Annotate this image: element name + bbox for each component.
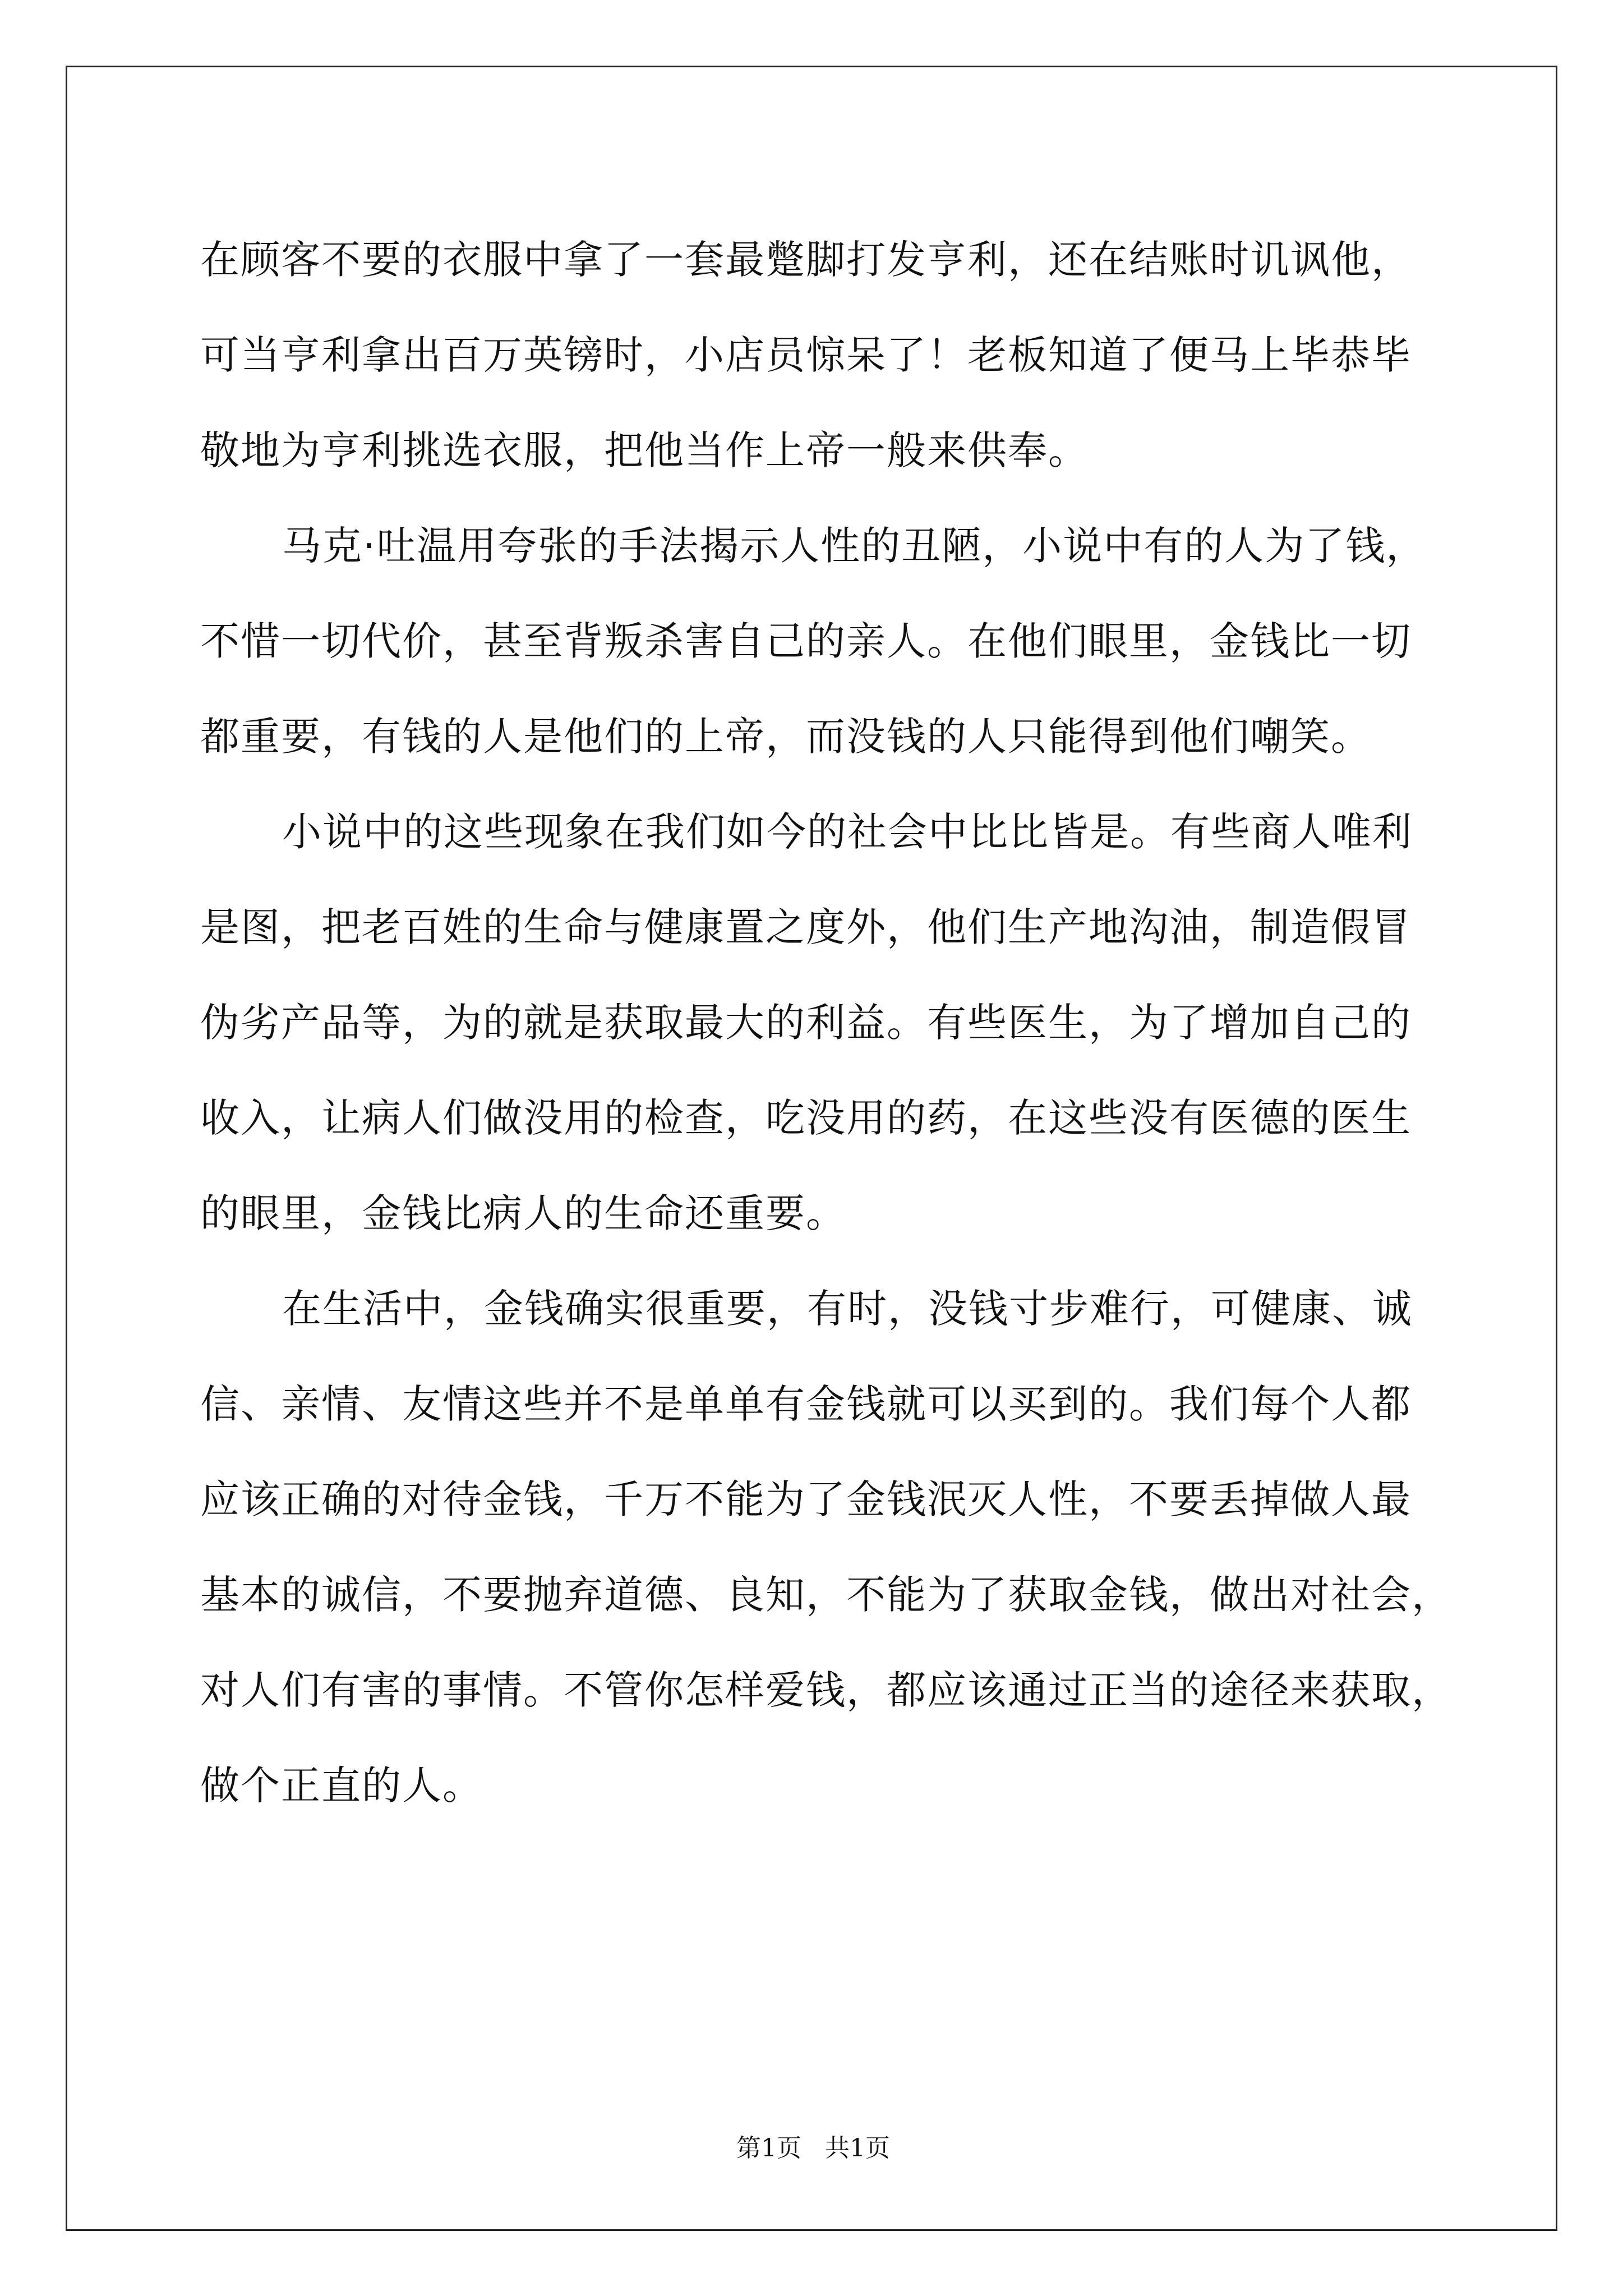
text-line: 收入，让病人们做没用的检查，吃没用的药，在这些没有医德的医生 (200, 1095, 1412, 1141)
text-line: 马克·吐温用夸张的手法揭示人性的丑陋，小说中有的人为了钱， (282, 523, 1427, 569)
text-line: 在顾客不要的衣服中拿了一套最蹩脚打发亨利，还在结账时讥讽他， (200, 237, 1412, 283)
text-line: 都重要，有钱的人是他们的上帝，而没钱的人只能得到他们嘲笑。 (200, 714, 1371, 760)
text-line: 应该正确的对待金钱，千万不能为了金钱泯灭人性，不要丢掉做人最 (200, 1476, 1412, 1522)
text-line: 敬地为亨利挑选衣服，把他当作上帝一般来供奉。 (200, 427, 1089, 473)
page-frame (66, 66, 1557, 2231)
text-line: 信、亲情、友情这些并不是单单有金钱就可以买到的。我们每个人都 (200, 1381, 1412, 1427)
page-footer (67, 2132, 1559, 2165)
page-number-current: 第1页 (736, 2134, 802, 2162)
text-line: 不惜一切代价，甚至背叛杀害自己的亲人。在他们眼里，金钱比一切 (200, 618, 1412, 664)
text-line: 伪劣产品等，为的就是获取最大的利益。有些医生，为了增加自己的 (200, 1000, 1412, 1046)
text-line: 在生活中，金钱确实很重要，有时，没钱寸步难行，可健康、诚 (282, 1286, 1413, 1332)
text-line: 做个正直的人。 (200, 1763, 483, 1809)
text-line: 是图，把老百姓的生命与健康置之度外，他们生产地沟油，制造假冒 (200, 904, 1412, 950)
text-line: 对人们有害的事情。不管你怎样爱钱，都应该通过正当的途径来获取， (200, 1667, 1452, 1713)
text-line: 可当亨利拿出百万英镑时，小店员惊呆了！老板知道了便马上毕恭毕 (200, 332, 1412, 378)
text-line: 基本的诚信，不要抛弃道德、良知，不能为了获取金钱，做出对社会， (200, 1572, 1452, 1618)
text-line: 的眼里，金钱比病人的生命还重要。 (200, 1190, 846, 1236)
page-number-total: 共1页 (824, 2134, 890, 2162)
text-line: 小说中的这些现象在我们如今的社会中比比皆是。有些商人唯利 (282, 809, 1413, 855)
